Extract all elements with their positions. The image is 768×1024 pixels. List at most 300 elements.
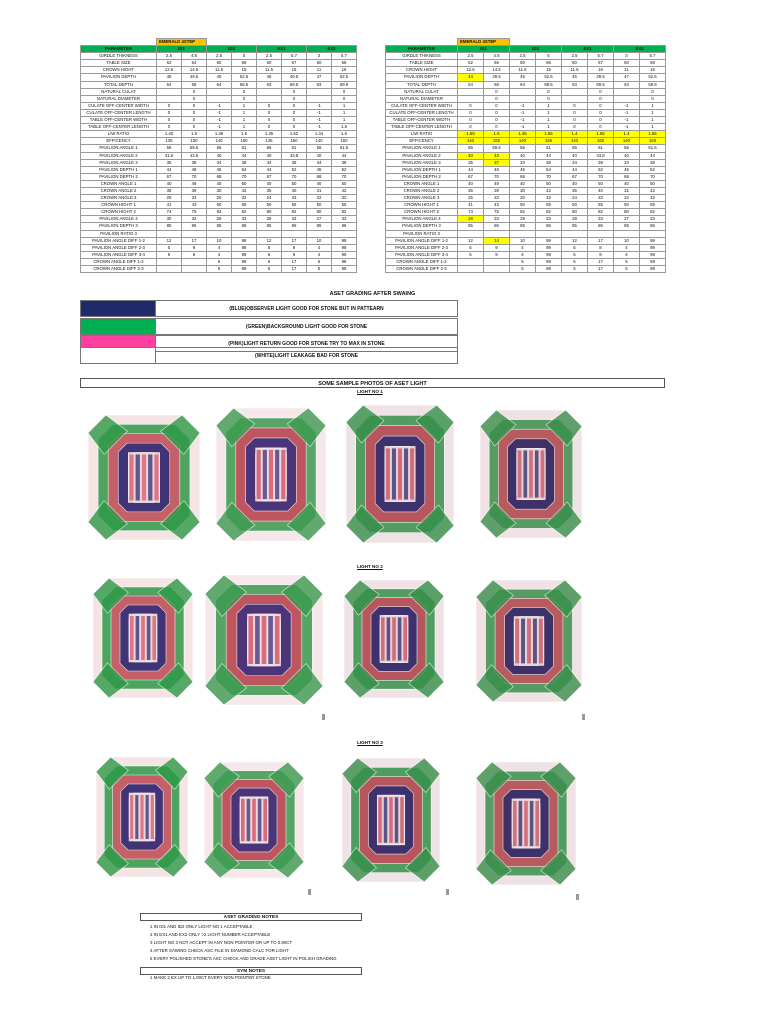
table-spacer — [510, 39, 666, 46]
value-cell: 0 — [157, 109, 182, 116]
value-cell: 40 — [614, 180, 640, 187]
value-cell — [510, 95, 536, 102]
value-cell: 50 — [510, 202, 536, 209]
value-cell: 20 — [207, 195, 232, 202]
value-cell: 67 — [257, 173, 282, 180]
value-cell: 75 — [484, 209, 510, 216]
value-cell: 38 — [588, 159, 614, 166]
parameter-cell: PAVILION RATIO 3 — [386, 230, 458, 237]
value-cell: -1 — [614, 124, 640, 131]
value-cell: 69.9 — [332, 81, 357, 88]
parameter-cell: CROWN ANGLE 1 — [81, 180, 157, 187]
value-cell — [458, 266, 484, 273]
value-cell: 45 — [257, 74, 282, 81]
value-cell: 1.35 — [257, 131, 282, 138]
value-cell: 2.5 — [458, 53, 484, 60]
value-cell: 25 — [458, 195, 484, 202]
value-cell: 160 — [232, 138, 257, 145]
table-row — [81, 152, 357, 159]
legend-label: (WHITE)LIGHT LEAKAGE BAD FOR STONE — [156, 347, 458, 364]
value-cell: 52 — [332, 166, 357, 173]
value-cell: -1 — [207, 102, 232, 109]
value-cell: 31 — [307, 187, 332, 194]
value-cell — [157, 95, 182, 102]
parameter-cell: CULATE OFF-CENTER WIDTH — [386, 102, 458, 109]
value-cell: 85 — [614, 223, 640, 230]
value-cell: 2.5 — [257, 53, 282, 60]
emerald-table-left — [80, 38, 357, 273]
parameter-cell: CULATE OFF-CENTER WIDTH — [81, 102, 157, 109]
parameter-cell: PAVILION ANGLE 4 — [386, 216, 458, 223]
value-cell: 40 — [257, 180, 282, 187]
value-cell: 49.5 — [182, 74, 207, 81]
table-row — [81, 187, 357, 194]
value-cell: 66 — [536, 60, 562, 67]
value-cell: 38 — [282, 159, 307, 166]
value-cell: 86 — [332, 223, 357, 230]
value-cell: 11 — [614, 67, 640, 74]
value-cell: 10 — [510, 237, 536, 244]
emerald-table-right — [385, 38, 666, 273]
value-cell: 1.4 — [562, 131, 588, 138]
table-row — [386, 195, 666, 202]
value-cell: 33 — [484, 195, 510, 202]
value-cell: 86 — [182, 223, 207, 230]
value-cell: 4 — [614, 244, 640, 251]
value-cell: 1.45 — [510, 131, 536, 138]
value-cell: 140 — [307, 138, 332, 145]
value-cell: 38 — [536, 159, 562, 166]
value-cell: 5 — [614, 258, 640, 265]
parameter-cell: PAVILION DEPTH 2 — [81, 173, 157, 180]
value-cell: 40 — [614, 152, 640, 159]
value-cell: 5.7 — [332, 53, 357, 60]
table-row — [386, 237, 666, 244]
value-cell: 4 — [307, 244, 332, 251]
table-row — [386, 53, 666, 60]
value-cell: 50 — [536, 180, 562, 187]
value-cell: 16 — [282, 67, 307, 74]
value-cell: 11.5 — [510, 67, 536, 74]
value-cell — [232, 230, 257, 237]
table-row — [386, 173, 666, 180]
value-cell — [157, 258, 182, 265]
value-cell: 32 — [640, 195, 666, 202]
value-cell: 56 — [157, 145, 182, 152]
value-cell: 47 — [614, 74, 640, 81]
value-cell: 98 — [332, 237, 357, 244]
value-cell: 11.5 — [562, 67, 588, 74]
emerald-cut-diamond-photo — [344, 580, 444, 698]
parameter-cell: PAVILION ANGLE 4 — [81, 216, 157, 223]
parameter-cell: TABLE OFF-CENTER WIDTH — [386, 117, 458, 124]
value-cell: 0 — [536, 88, 562, 95]
value-cell: 44 — [458, 166, 484, 173]
value-cell: 24 — [257, 195, 282, 202]
table-row — [81, 124, 357, 131]
value-cell: 30 — [157, 216, 182, 223]
value-cell: 17 — [282, 237, 307, 244]
value-cell: 12 — [458, 237, 484, 244]
value-cell: 49 — [182, 180, 207, 187]
value-cell: 60 — [510, 60, 536, 67]
value-cell — [307, 95, 332, 102]
value-cell: 4 — [614, 251, 640, 258]
legend-row — [80, 300, 458, 317]
scan-mark — [576, 894, 579, 900]
value-cell: 99 — [640, 251, 666, 258]
table-row — [81, 223, 357, 230]
value-cell: 44 — [562, 166, 588, 173]
value-cell: -1 — [207, 124, 232, 131]
value-cell: 38 — [640, 159, 666, 166]
value-cell: 25 — [157, 195, 182, 202]
value-cell: 70 — [640, 173, 666, 180]
value-cell: 55 — [282, 202, 307, 209]
value-cell: 160 — [640, 138, 666, 145]
parameter-cell: CULATE OFF-CENTER LENGTH — [386, 109, 458, 116]
value-cell: 14.5 — [484, 67, 510, 74]
value-cell: 33 — [484, 216, 510, 223]
value-cell: -1 — [307, 109, 332, 116]
value-cell: 85 — [207, 223, 232, 230]
value-cell: 61 — [536, 145, 562, 152]
table-title: EMERALD 4STEP — [458, 39, 510, 46]
value-cell — [157, 88, 182, 95]
parameter-cell: TOTAL DEPTH — [81, 81, 157, 88]
value-cell: 2.5 — [157, 53, 182, 60]
value-cell: 28 — [562, 216, 588, 223]
parameter-cell: PAVILION ANGLE 3 — [81, 159, 157, 166]
value-cell: 0 — [458, 102, 484, 109]
value-cell: 40 — [207, 152, 232, 159]
value-cell: 30 — [207, 187, 232, 194]
value-cell: 135 — [157, 138, 182, 145]
value-cell: 5 — [614, 266, 640, 273]
value-cell: 98 — [232, 244, 257, 251]
value-cell: 22 — [307, 195, 332, 202]
value-cell: 98 — [332, 266, 357, 273]
value-cell: 32 — [232, 195, 257, 202]
value-cell: 1.59 — [458, 131, 484, 138]
table-row — [386, 209, 666, 216]
header-parameter: PARAMETER — [81, 46, 157, 53]
value-cell — [562, 88, 588, 95]
value-cell: 60 — [562, 60, 588, 67]
value-cell: 40 — [257, 152, 282, 159]
value-cell: 160 — [588, 138, 614, 145]
value-cell: 0 — [562, 117, 588, 124]
parameter-cell: CROWN HIGHT 1 — [386, 202, 458, 209]
value-cell: 34 — [614, 159, 640, 166]
value-cell: 50 — [232, 180, 257, 187]
value-cell: 45 — [562, 74, 588, 81]
table-row — [81, 159, 357, 166]
value-cell: 1.5 — [232, 131, 257, 138]
table-row — [386, 145, 666, 152]
value-cell: 64 — [157, 81, 182, 88]
legend-label: (PINK)LIGHT RETURN GOOD FOR STONE TRY TO MAX IN STONE — [156, 335, 458, 352]
value-cell: 11 — [307, 67, 332, 74]
table-row — [386, 95, 666, 102]
parameter-cell: PAVILION DEPTH — [386, 74, 458, 81]
value-cell: 50 — [640, 180, 666, 187]
value-cell: 85 — [510, 223, 536, 230]
value-cell: 9 — [484, 244, 510, 251]
value-cell: 4 — [510, 251, 536, 258]
table-row — [386, 244, 666, 251]
table-row — [81, 209, 357, 216]
value-cell: 49.5 — [588, 74, 614, 81]
parameter-cell: PAVILION DEPTH 3 — [386, 223, 458, 230]
value-cell: 140 — [614, 138, 640, 145]
value-cell: 9 — [182, 244, 207, 251]
legend-row — [80, 318, 458, 335]
value-cell: 1 — [232, 117, 257, 124]
value-cell: 44 — [232, 152, 257, 159]
value-cell — [307, 230, 332, 237]
table-row — [81, 173, 357, 180]
value-cell: 47 — [307, 74, 332, 81]
value-cell: 1.4 — [614, 131, 640, 138]
value-cell: 86 — [232, 223, 257, 230]
value-cell: 99 — [536, 237, 562, 244]
value-cell: 0 — [157, 124, 182, 131]
parameter-cell: PAVILION RATIO 3 — [81, 230, 157, 237]
value-cell: -1 — [614, 109, 640, 116]
table-row — [81, 67, 357, 74]
value-cell: 4.5 — [182, 53, 207, 60]
value-cell: 75 — [182, 209, 207, 216]
value-cell: 63 — [614, 81, 640, 88]
parameter-cell: PAVILION ANGLE DIFF 3-4 — [81, 251, 157, 258]
parameter-cell: PAVILION ANGLE DIFF 3-4 — [386, 251, 458, 258]
value-cell: 0 — [588, 88, 614, 95]
emerald-cut-diamond-photo — [346, 405, 454, 543]
parameter-cell: GIRDLE THIKNESS — [386, 53, 458, 60]
value-cell: 98 — [640, 266, 666, 273]
value-cell: 52 — [588, 166, 614, 173]
value-cell: 66 — [232, 60, 257, 67]
value-cell: 82 — [588, 209, 614, 216]
table-row — [81, 53, 357, 60]
value-cell — [458, 88, 484, 95]
value-cell: 33 — [282, 216, 307, 223]
value-cell: 49.5 — [282, 74, 307, 81]
value-cell: 140 — [562, 138, 588, 145]
value-cell: 10 — [307, 237, 332, 244]
value-cell — [257, 88, 282, 95]
table-row — [386, 202, 666, 209]
value-cell: 40 — [207, 180, 232, 187]
value-cell: 70 — [536, 173, 562, 180]
value-cell: -1 — [614, 102, 640, 109]
value-cell: 1 — [640, 124, 666, 131]
value-cell: 55 — [536, 202, 562, 209]
parameter-cell: PAVILION ANGLE 1 — [386, 145, 458, 152]
value-cell: 54 — [232, 166, 257, 173]
value-cell: 28 — [257, 216, 282, 223]
value-cell: 61.5 — [640, 145, 666, 152]
value-cell — [282, 230, 307, 237]
value-cell: 80 — [307, 209, 332, 216]
parameter-cell: PAVILION DEPTH 3 — [81, 223, 157, 230]
value-cell: 67 — [282, 60, 307, 67]
scan-mark — [582, 714, 585, 720]
header-ex1: EX1 — [562, 46, 614, 53]
table-row — [81, 258, 357, 265]
value-cell: 43.8 — [282, 152, 307, 159]
value-cell: 86 — [282, 223, 307, 230]
value-cell: 42 — [536, 187, 562, 194]
value-cell — [307, 88, 332, 95]
value-cell: 34 — [207, 159, 232, 166]
value-cell: 68 — [510, 173, 536, 180]
header-id2: ID2 — [207, 46, 257, 53]
value-cell: 50 — [282, 180, 307, 187]
parameter-cell: CROWN HIGHT 1 — [81, 202, 157, 209]
parameter-cell: CROWN HIGHT — [81, 67, 157, 74]
value-cell: 67 — [458, 173, 484, 180]
table-row — [81, 244, 357, 251]
value-cell: 82 — [232, 209, 257, 216]
value-cell: 59.5 — [484, 145, 510, 152]
value-cell: 45 — [207, 166, 232, 173]
table-row — [386, 266, 666, 273]
parameter-cell: PAVILION DEPTH — [81, 74, 157, 81]
value-cell: 44 — [157, 166, 182, 173]
table-row — [386, 230, 666, 237]
legend-label: (BLUE)OBSERVER LIGHT GOOD FOR STONE BUT IN PATTEARN — [156, 300, 458, 317]
value-cell: 38 — [332, 159, 357, 166]
value-cell: 33 — [588, 195, 614, 202]
value-cell: 2.5 — [207, 53, 232, 60]
value-cell: 0 — [536, 95, 562, 102]
light-no-1-label: LIGHT NO 1 — [357, 389, 383, 394]
value-cell: 43 — [484, 152, 510, 159]
value-cell: 82 — [640, 209, 666, 216]
value-cell: 1 — [232, 102, 257, 109]
emerald-cut-diamond-photo — [88, 415, 200, 540]
value-cell — [458, 230, 484, 237]
value-cell: 50 — [257, 202, 282, 209]
value-cell: 67 — [562, 173, 588, 180]
table-row — [81, 109, 357, 116]
value-cell: 64 — [510, 81, 536, 88]
parameter-cell: PAVILION ANGLE DIFF 1-2 — [386, 237, 458, 244]
value-cell — [182, 266, 207, 273]
value-cell: 62 — [157, 60, 182, 67]
table-row — [386, 258, 666, 265]
parameter-cell: PAVILION ANGLE DIFF 1-2 — [81, 237, 157, 244]
value-cell: 40 — [157, 180, 182, 187]
value-cell: 50 — [588, 180, 614, 187]
value-cell: 1.5 — [182, 131, 207, 138]
value-cell: 15 — [536, 67, 562, 74]
value-cell: 1.55 — [640, 131, 666, 138]
value-cell: 59.5 — [182, 145, 207, 152]
value-cell: 27 — [614, 216, 640, 223]
value-cell: 5 — [562, 251, 588, 258]
value-cell: 50 — [562, 202, 588, 209]
table-row — [81, 88, 357, 95]
value-cell: 34 — [257, 159, 282, 166]
emerald-cut-diamond-photo — [204, 762, 304, 878]
value-cell: 48 — [182, 166, 207, 173]
value-cell: 0 — [588, 117, 614, 124]
table-row — [386, 251, 666, 258]
value-cell: 99 — [332, 251, 357, 258]
grading-title: ASET GRADING AFTER SWAING — [329, 291, 416, 297]
value-cell: 2.5 — [510, 53, 536, 60]
value-cell — [614, 230, 640, 237]
table-row — [386, 152, 666, 159]
value-cell: 5 — [157, 244, 182, 251]
value-cell: -1 — [207, 109, 232, 116]
value-cell: 44 — [536, 152, 562, 159]
value-cell: 33 — [536, 216, 562, 223]
value-cell: 45 — [510, 74, 536, 81]
value-cell: 48 — [484, 166, 510, 173]
value-cell: 61 — [282, 145, 307, 152]
value-cell: 99 — [232, 251, 257, 258]
value-cell — [207, 88, 232, 95]
value-cell: 5 — [207, 258, 232, 265]
value-cell: 74 — [458, 209, 484, 216]
value-cell: 1 — [232, 109, 257, 116]
table-row — [81, 180, 357, 187]
value-cell: 0 — [182, 117, 207, 124]
value-cell: 0 — [562, 109, 588, 116]
table-row — [386, 102, 666, 109]
value-cell: 0 — [562, 124, 588, 131]
value-cell: 5 — [562, 258, 588, 265]
value-cell: 1 — [536, 102, 562, 109]
value-cell — [536, 230, 562, 237]
value-cell: 68 — [614, 173, 640, 180]
emerald-cut-diamond-photo — [342, 758, 440, 882]
value-cell: 155 — [484, 138, 510, 145]
value-cell: 24 — [562, 195, 588, 202]
value-cell: 0 — [232, 95, 257, 102]
value-cell: 56 — [510, 145, 536, 152]
parameter-cell: NATURAL CULAT — [81, 88, 157, 95]
value-cell: 99 — [536, 266, 562, 273]
value-cell: 86 — [536, 223, 562, 230]
value-cell: 0 — [282, 88, 307, 95]
value-cell: 35 — [458, 187, 484, 194]
value-cell: 17 — [588, 237, 614, 244]
value-cell: 0 — [332, 95, 357, 102]
value-cell — [614, 95, 640, 102]
table-row — [386, 180, 666, 187]
value-cell: 80 — [562, 209, 588, 216]
value-cell — [562, 95, 588, 102]
value-cell: 0 — [484, 102, 510, 109]
value-cell: 69.5 — [282, 81, 307, 88]
value-cell: 42 — [640, 187, 666, 194]
parameter-cell: TABLE OFF-CENTER LENGTH — [81, 124, 157, 131]
value-cell: 135 — [257, 138, 282, 145]
value-cell: 5 — [307, 266, 332, 273]
legend-label: (GREEN)BACKGROUND LIGHT GOOD FOR STONE — [156, 318, 458, 335]
table-row — [386, 81, 666, 88]
value-cell: 0 — [157, 117, 182, 124]
value-cell: 45 — [207, 74, 232, 81]
table-row — [386, 88, 666, 95]
parameter-cell: CROWN ANGLE DIFF 2-3 — [386, 266, 458, 273]
value-cell: 1 — [536, 109, 562, 116]
